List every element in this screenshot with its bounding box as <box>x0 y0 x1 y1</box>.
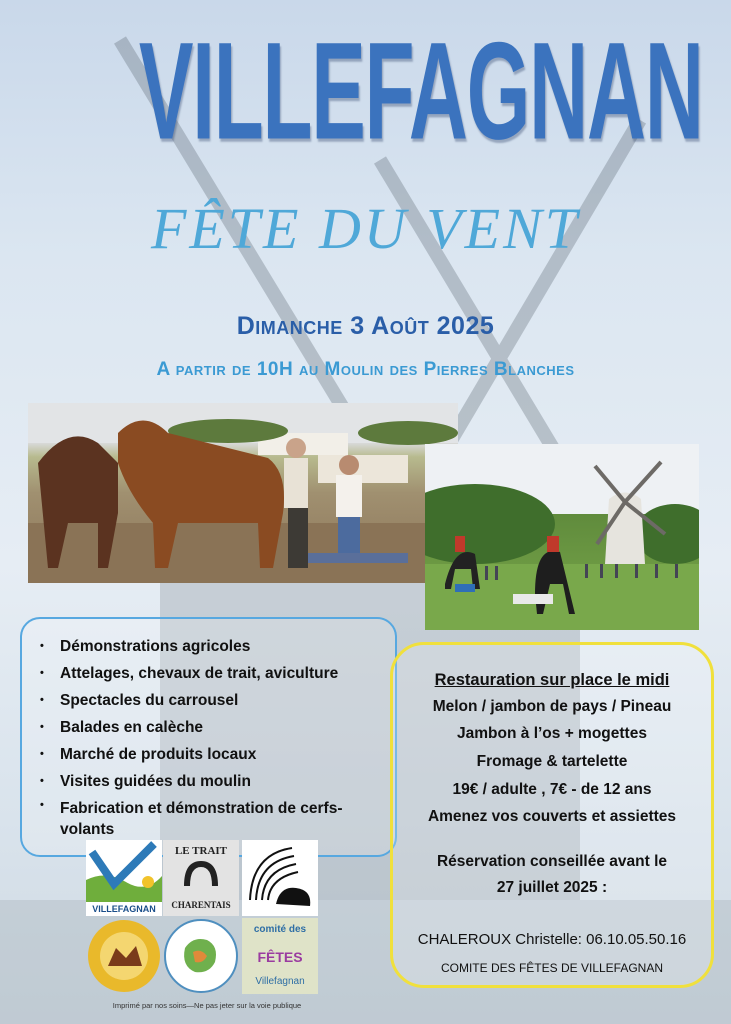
menu-item: Amenez vos couverts et assiettes <box>427 808 677 825</box>
activity-item: • Fabrication et démonstration de cerfs-volants <box>40 799 343 838</box>
activity-item: • Attelages, chevaux de trait, aviculture <box>40 665 339 682</box>
svg-text:CHARENTAIS: CHARENTAIS <box>171 900 231 910</box>
logo-charente-association <box>163 918 239 994</box>
activities-box <box>20 617 397 857</box>
price-line: 19€ / adulte , 7€ - de 12 ans <box>452 781 652 798</box>
activity-item: • Spectacles du carrousel <box>40 692 239 709</box>
reservation-date: 27 juillet 2025 : <box>496 879 608 896</box>
logo-trait-charentais <box>163 840 239 916</box>
activity-item: • Balades en calèche <box>40 719 204 736</box>
svg-text:comité des: comité des <box>253 924 307 935</box>
activity-item: • Visites guidées du moulin <box>40 773 251 790</box>
logo-traiteur <box>86 918 162 994</box>
event-date: Dimanche 3 Août 2025 <box>236 312 495 340</box>
activities-list <box>22 619 395 840</box>
menu-item: Jambon à l’os + mogettes <box>457 725 647 742</box>
page-title: VILLEFAGNAN <box>138 13 703 168</box>
contact-line: CHALEROUX Christelle: 06.10.05.50.16 <box>417 931 687 948</box>
event-location: A partir de 10H au Moulin des Pierres Blanches <box>156 359 575 380</box>
food-heading: Restauration sur place le midi <box>434 671 670 689</box>
food-box <box>390 642 714 988</box>
activity-item: • Marché de produits locaux <box>40 746 257 763</box>
event-subtitle: FÊTE DU VENT <box>150 196 581 261</box>
menu-item: Melon / jambon de pays / Pineau <box>432 698 672 715</box>
activity-item: • Démonstrations agricoles <box>40 638 251 655</box>
logo-comite-des-fetes <box>242 918 318 994</box>
svg-text:VILLEFAGNAN: VILLEFAGNAN <box>92 904 156 914</box>
logo-villefagnan <box>86 840 162 916</box>
footer-note: Imprimé par nos soins—Ne pas jeter sur la voie publique <box>112 1001 302 1010</box>
reservation-line: Réservation conseillée avant le <box>436 853 668 870</box>
svg-text:LE TRAIT: LE TRAIT <box>174 845 228 857</box>
svg-text:Villefagnan: Villefagnan <box>255 976 305 987</box>
photo-horse-plowing <box>28 403 458 583</box>
logo-carrousel <box>242 840 318 916</box>
svg-text:FÊTES: FÊTES <box>257 949 303 965</box>
photo-windmill-carrousel <box>425 444 699 630</box>
menu-item: Fromage & tartelette <box>476 753 628 770</box>
committee-name: COMITE DES FÊTES DE VILLEFAGNAN <box>440 961 664 975</box>
